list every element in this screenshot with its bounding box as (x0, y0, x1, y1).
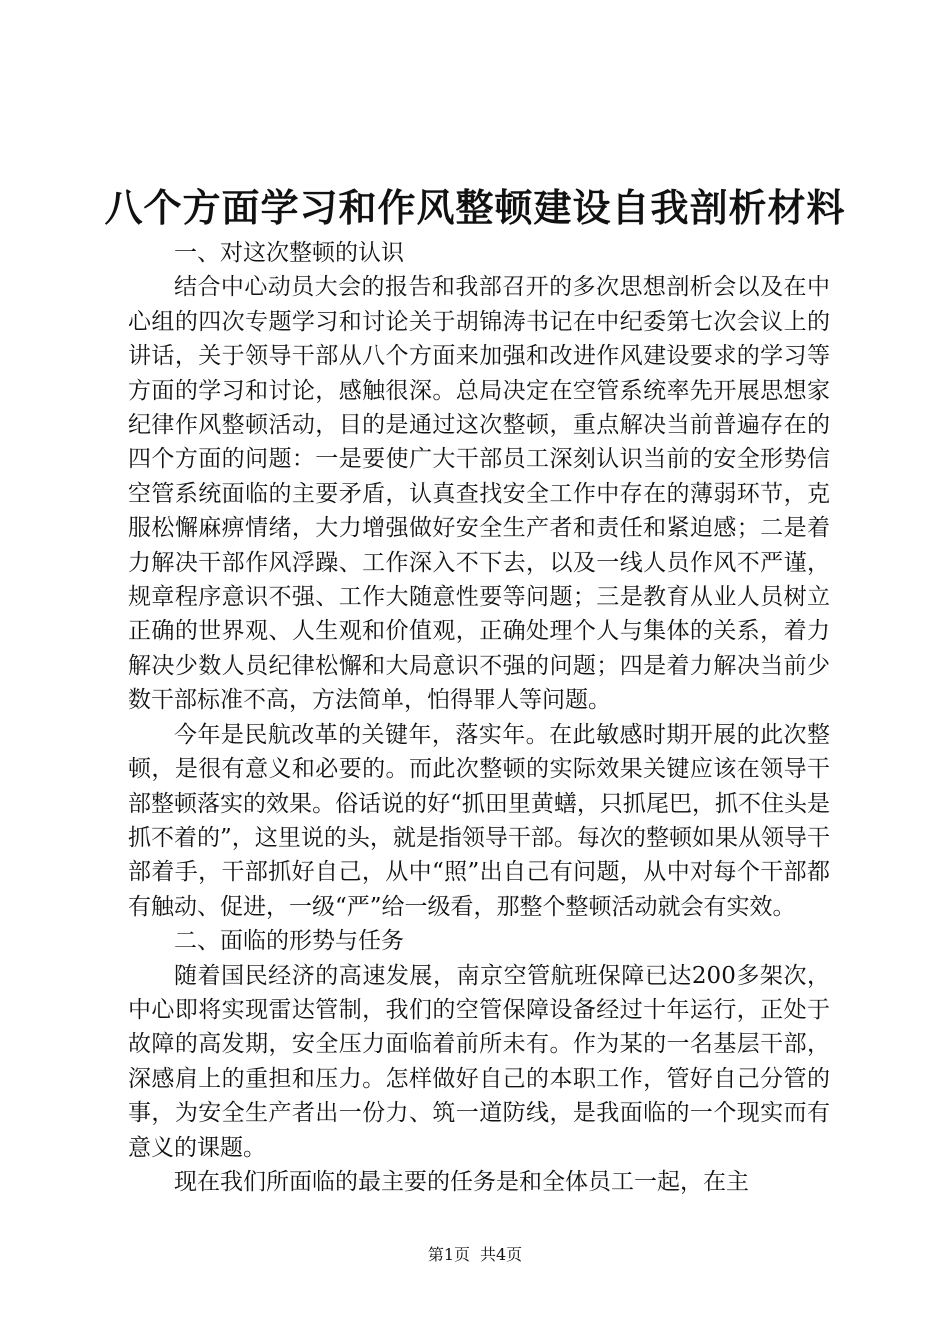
paragraph-4: 现在我们所面临的最主要的任务是和全体员工一起，在主 (174, 1168, 749, 1195)
page-number: 第1页 (427, 1245, 470, 1264)
paragraph-3: 随着国民经济的高速发展，南京空管航班保障已达200多架次，中心即将实现雷达管制，我们的空管保障设备经过十年运行，正处于故障的高发期，安全压力面临着前所未有。作为某的一名基层干部，深感肩上的重担和压力。怎样做好自己的本职工作，管好自己分管的事，为安全生产者出一份力、筑一道防线，是我面临的一个现实而有意义的课题。 (128, 962, 830, 1161)
page-footer (0, 1244, 950, 1266)
section-heading-2: 二、面临的形势与任务 (174, 928, 404, 955)
paragraph-2: 今年是民航改革的关键年，落实年。在此敏感时期开展的此次整顿，是很有意义和必要的。而此次整顿的实际效果关键应该在领导干部整顿落实的效果。俗话说的好“抓田里黄蟮，只抓尾巴，抓不住头是抓不着的”，这里说的头，就是指领导干部。每次的整顿如果从领导干部着手，干部抓好自己，从中“照”出自己有问题，从中对每个干部都有触动、促进，一级“严”给一级看，那整个整顿活动就会有实效。 (128, 721, 830, 920)
page-total: 共4页 (480, 1245, 523, 1264)
paragraph-1: 结合中心动员大会的报告和我部召开的多次思想剖析会以及在中心组的四次专题学习和讨论关于胡锦涛书记在中纪委第七次会议上的讲话，关于领导干部从八个方面来加强和改进作风建设要求的学习等方面的学习和讨论，感触很深。总局决定在空管系统率先开展思想家纪律作风整顿活动，目的是通过这次整顿，重点解决当前普遍存在的四个方面的问题：一是要使广大干部员工深刻认识当前的安全形势信空管系统面临的主要矛盾，认真查找安全工作中存在的薄弱环节，克服松懈麻痹情绪，大力增强做好安全生产者和责任和紧迫感；二是着力解决干部作风浮躁、工作深入不下去，以及一线人员作风不严谨，规章程序意识不强、工作大随意性要等问题；三是教育从业人员树立正确的世界观、人生观和价值观，正确处理个人与集体的关系，着力解决少数人员纪律松懈和大局意识不强的问题；四是着力解决当前少数干部标准不高，方法简单，怕得罪人等问题。 (128, 274, 830, 714)
section-heading-1: 一、对这次整顿的认识 (174, 240, 404, 266)
document-title: 八个方面学习和作风整顿建设自我剖析材料 (104, 185, 846, 230)
document-body (128, 236, 830, 1199)
